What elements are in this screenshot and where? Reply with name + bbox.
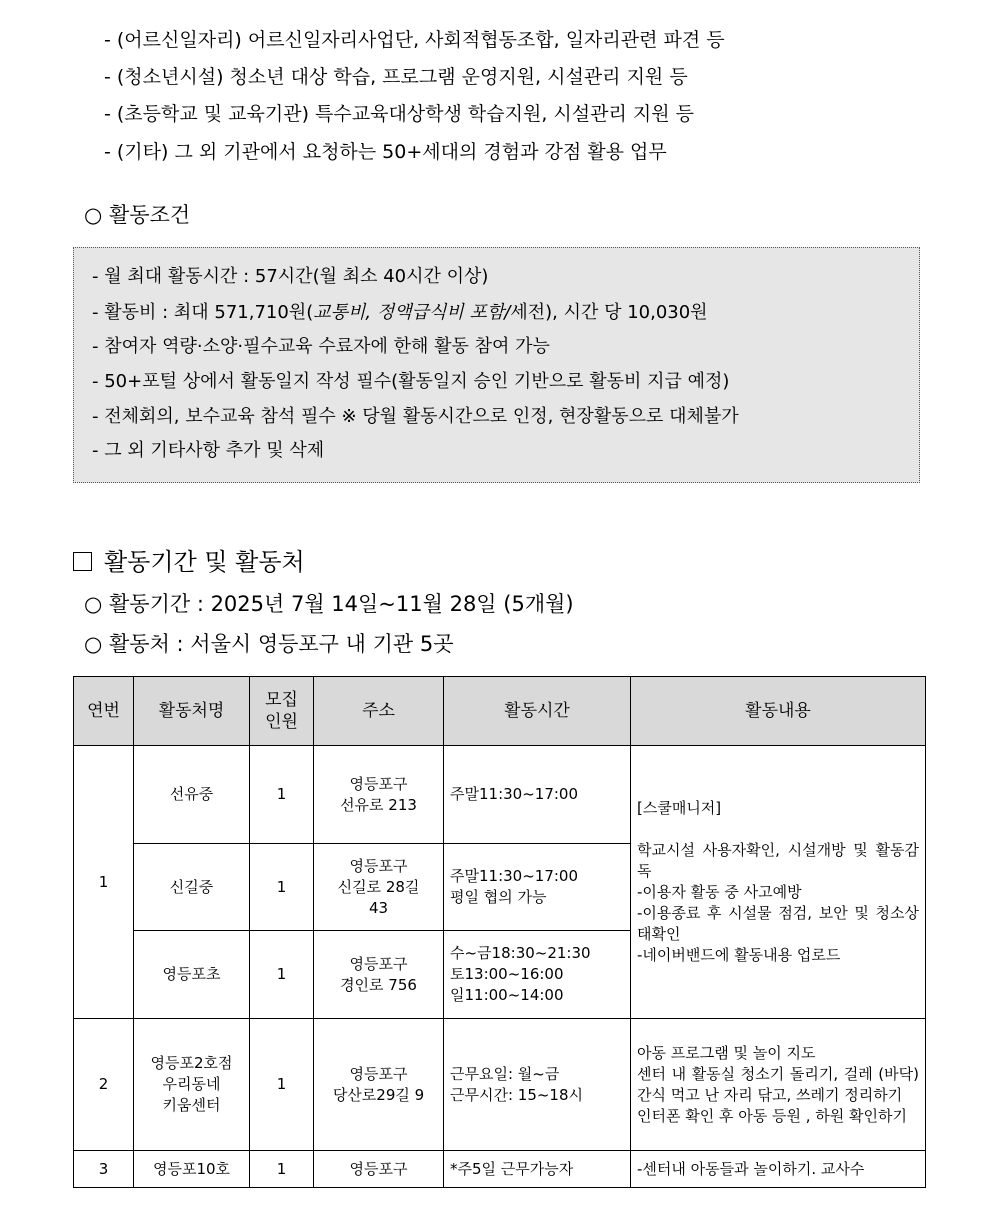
cell-address: 영등포구 신길로 28길 43 [314,844,444,931]
cell-count: 1 [250,931,314,1019]
condition-item: - 그 외 기타사항 추가 및 삭제 [92,440,325,461]
cell-name: 영등포10호 [134,1151,250,1188]
cell-count: 1 [250,844,314,931]
section-heading: ○ 활동조건 [84,203,191,227]
cell-no: 3 [74,1151,134,1188]
header-cell: 활동내용 [631,677,926,746]
cell-count: 1 [250,1019,314,1151]
condition-item: - 월 최대 활동시간 : 57시간(월 최소 40시간 이상) [92,266,489,287]
cell-address: 영등포구 선유로 213 [314,746,444,844]
cell-name: 영등포초 [134,931,250,1019]
table-row [74,1151,926,1188]
list-item: - (초등학교 및 교육기관) 특수교육대상학생 학습지원, 시설관리 지원 등 [104,103,694,125]
condition-item: - 50+포털 상에서 활동일지 작성 필수(활동일지 승인 기반으로 활동비 지급 예정) [92,371,730,392]
text: 세전), 시간 당 10,030원 [510,302,708,323]
cell-time: 근무요일: 월~금 근무시간: 15~18시 [444,1019,631,1151]
cell-count: 1 [250,1151,314,1188]
cell-time: 주말11:30~17:00 평일 협의 가능 [444,844,631,931]
cell-name: 신길중 [134,844,250,931]
cell-address: 영등포구 [314,1151,444,1188]
text: - 활동비 : 최대 571,710원( [92,302,314,323]
table-row [74,1019,926,1151]
list-item: - (기타) 그 외 기관에서 요청하는 50+세대의 경험과 강점 활용 업무 [104,141,667,163]
cell-time: *주5일 근무가능자 [444,1151,631,1188]
text-italic: 교통비, 정액급식비 포함/ [313,302,511,323]
header-cell: 주소 [314,677,444,746]
places-table [73,676,926,1188]
cell-count: 1 [250,746,314,844]
table-header-row [74,677,926,746]
condition-item [92,301,708,325]
header-cell: 연번 [74,677,134,746]
cell-address: 영등포구 당산로29길 9 [314,1019,444,1151]
section-heading [73,548,305,576]
cell-time: 수~금18:30~21:30 토13:00~16:00 일11:00~14:00 [444,931,631,1019]
cell-name: 선유중 [134,746,250,844]
cell-name: 영등포2호점 우리동네 키움센터 [134,1019,250,1151]
condition-item: - 참여자 역량·소양·필수교육 수료자에 한해 활동 참여 가능 [92,336,550,357]
cell-time: 주말11:30~17:00 [444,746,631,844]
header-cell: 활동처명 [134,677,250,746]
cell-no: 2 [74,1019,134,1151]
checkbox-icon [73,552,92,571]
header-cell: 모집 인원 [250,677,314,746]
period-line: ○ 활동기간 : 2025년 7월 14일~11월 28일 (5개월) [84,592,574,616]
conditions-box [73,247,920,483]
list-item: - (청소년시설) 청소년 대상 학습, 프로그램 운영지원, 시설관리 지원 등 [104,66,688,88]
cell-content: [스쿨매니저] 학교시설 사용자확인, 시설개방 및 활동감독 -이용자 활동 중 사고예방 -이용종료 후 시설물 점검, 보안 및 청소상태확인 -네이버밴드에 활동내용 업로드 [631,746,926,1019]
header-cell: 활동시간 [444,677,631,746]
condition-item: - 전체회의, 보수교육 참석 필수 ※ 당월 활동시간으로 인정, 현장활동으로 대체불가 [92,406,739,427]
list-item: - (어르신일자리) 어르신일자리사업단, 사회적협동조합, 일자리관련 파견 등 [104,29,725,51]
heading-text: 활동기간 및 활동처 [104,548,305,576]
cell-no: 1 [74,746,134,1019]
cell-address: 영등포구 경인로 756 [314,931,444,1019]
cell-content: 아동 프로그램 및 놀이 지도 센터 내 활동실 청소기 돌리기, 걸레 (바닥) 간식 먹고 난 자리 닦고, 쓰레기 정리하기 인터폰 확인 후 아동 등원 , 하원 확인하기 [631,1019,926,1151]
table-row [74,746,926,844]
cell-content: -센터내 아동들과 놀이하기. 교사수 [631,1151,926,1188]
place-line: ○ 활동처 : 서울시 영등포구 내 기관 5곳 [84,632,454,656]
